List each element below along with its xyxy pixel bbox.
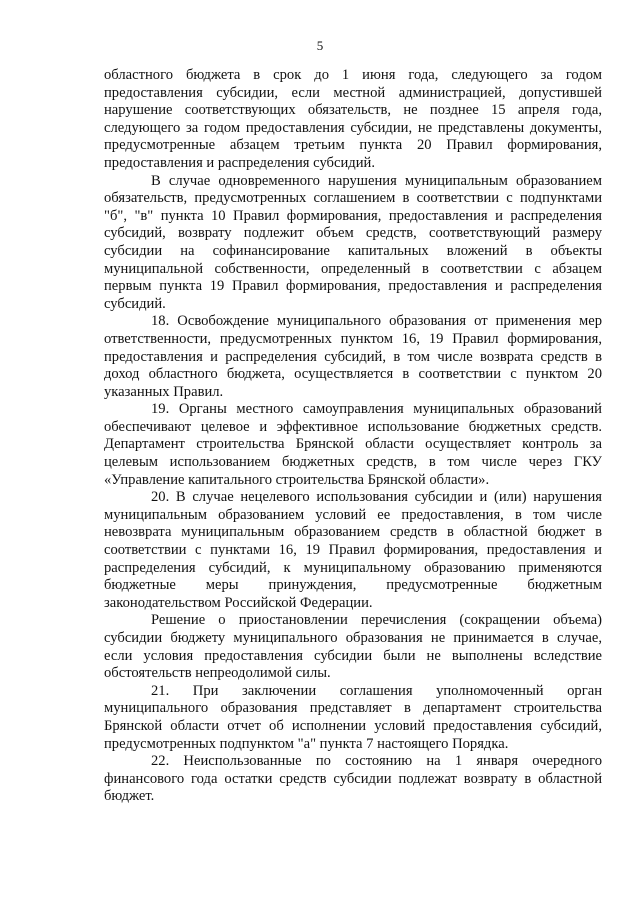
paragraph-item-21: 21. При заключении соглашения уполномоченный орган муниципального образования представляет в департамент строительства Брянской области отчет об исполнении условий предоставления субсидий, предусмотренных подпунктом "а" пункта 7 настоящего Порядка. [104,682,602,752]
page-number: 5 [316,38,324,53]
paragraph-item-19: 19. Органы местного самоуправления муниципальных образований обеспечивают целевое и эффективное использование бюджетных средств. Департамент строительства Брянской области осуществляет контроль за целевым использованием бюджетных средств, в том числе через ГКУ «Управление капитального строительства Брянской области». [104,401,602,488]
paragraph-item-20: 20. В случае нецелевого использования субсидии и (или) нарушения муниципальным образованием условий ее предоставления, в том числе невозврата муниципальным образованием средств в областной бюджет в соответствии с пунктами 16, 19 Правил формирования, предоставления и распределения субсидий, к муниципальному образованию применяются бюджетные меры принуждения, предусмотренные бюджетным законодательством Российской Федерации. [104,489,602,611]
paragraph-continuation: областного бюджета в срок до 1 июня года, следующего за годом предоставления субсидии, если местной администрацией, допустившей нарушение соответствующих обязательств, не позднее 15 апреля года, следующего за годом предоставления субсидии, не представлены документы, предусмотренные абзацем третьим пункта 20 Правил формирования, предоставления и распределения субсидий. [104,67,602,171]
paragraph-item-22: 22. Неиспользованные по состоянию на 1 января очередного финансового года остатки средств субсидии подлежат возврату в областной бюджет. [104,753,602,805]
document-body [104,67,602,806]
paragraph-suspension-decision: Решение о приостановлении перечисления (сокращении объема) субсидии бюджету муниципального образования не принимается в случае, если условия предоставления субсидии были не выполнены вследствие обстоятельств непреодолимой силы. [104,612,602,682]
paragraph-item-18: 18. Освобождение муниципального образования от применения мер ответственности, предусмотренных пунктом 16, 19 Правил формирования, предоставления и распределения субсидий, в том числе возврата средств в доход областного бюджета, осуществляется в соответствии с пунктом 20 указанных Правил. [104,313,602,400]
paragraph-simultaneous-violation: В случае одновременного нарушения муниципальным образованием обязательств, предусмотренных соглашением в соответствии с подпунктами "б", "в" пункта 10 Правил формирования, предоставления и распределения субсидий, возврату подлежит объем средств, соответствующий размеру субсидии на софинансирование капитальных вложений в объекты муниципальной собственности, определенный в соответствии с абзацем первым пункта 19 Правил формирования, предоставления и распределения субсидий. [104,172,602,312]
